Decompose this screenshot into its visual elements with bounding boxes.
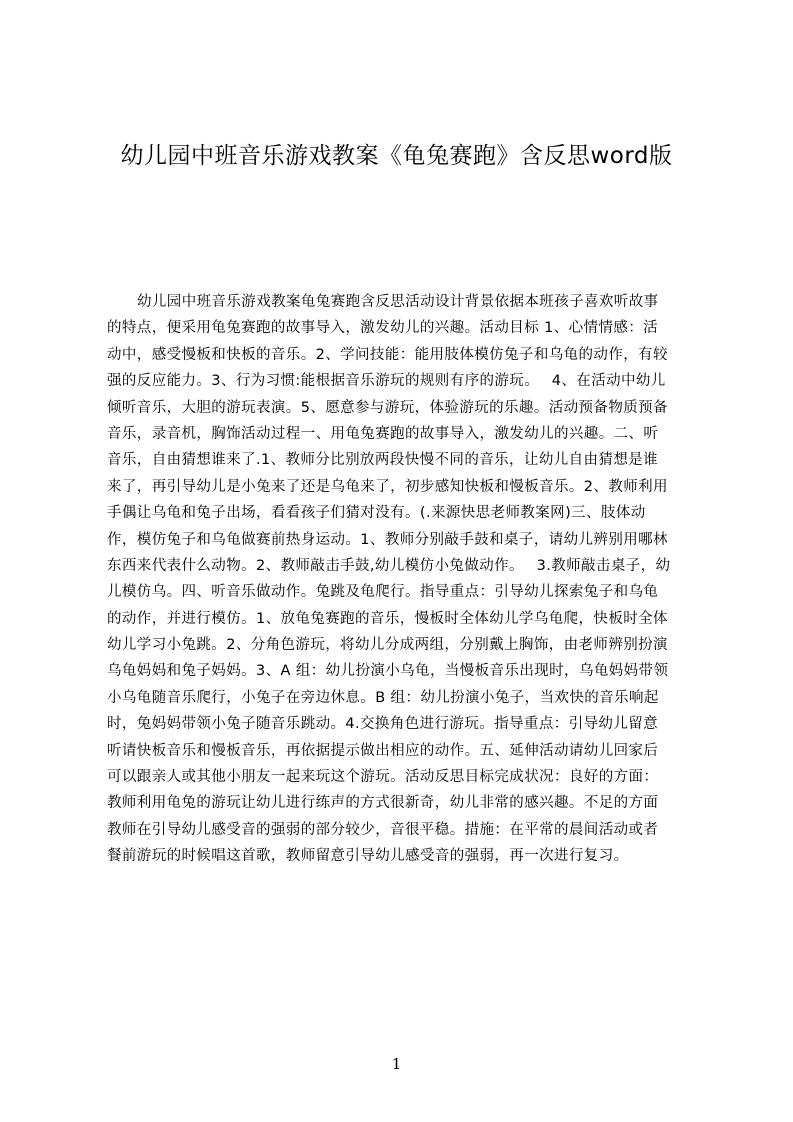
body-line: 儿模仿乌。四、听音乐做动作。兔跳及龟爬行。指导重点：引导幼儿探索兔子和乌龟: [107, 584, 659, 601]
body-line: 教师在引导幼儿感受音的强弱的部分较少，音很平稳。措施：在平常的晨间活动或者: [107, 821, 659, 838]
body-paragraph: [107, 289, 697, 879]
body-line: 幼儿学习小兔跳。2、分角色游玩，将幼儿分成两组，分别戴上胸饰，由老师辨别扮演: [107, 637, 668, 654]
page-number: 1: [391, 1055, 402, 1073]
body-line: 时，兔妈妈带领小兔子随音乐跳动。4.交换角色进行游玩。指导重点：引导幼儿留意: [107, 716, 659, 733]
body-line: 乌龟妈妈和兔子妈妈。3、A 组：幼儿扮演小乌龟，当慢板音乐出现时，乌龟妈妈带领: [107, 663, 669, 680]
body-line: 倾听音乐，大胆的游玩表演。5、愿意参与游玩，体验游玩的乐趣。活动预备物质预备: [107, 399, 668, 416]
body-line: 强的反应能力。3、行为习惯:能根据音乐游玩的规则有序的游玩。 4、在活动中幼儿: [107, 373, 666, 390]
body-line: 的动作，并进行模仿。1、放龟兔赛跑的音乐，慢板时全体幼儿学乌龟爬，快板时全体: [107, 610, 668, 627]
body-line: 的特点，便采用龟兔赛跑的故事导入，激发幼儿的兴趣。活动目标 1、心情情感：活: [107, 320, 659, 337]
body-line: 动中，感受慢板和快板的音乐。2、学问技能：能用肢体模仿兔子和乌龟的动作，有较: [107, 346, 668, 363]
body-line: 餐前游玩的时候唱这首歌，教师留意引导幼儿感受音的强弱，再一次进行复习。: [107, 848, 629, 865]
body-line: 手偶让乌龟和兔子出场，看看孩子们猜对没有。(.来源快思老师教案网)三、肢体动: [107, 505, 646, 522]
body-line: 小乌龟随音乐爬行，小兔子在旁边休息。B 组：幼儿扮演小兔子，当欢快的音乐响起: [107, 689, 659, 706]
body-line: 作，模仿兔子和乌龟做赛前热身运动。1、教师分别敲手鼓和桌子，请幼儿辨别用哪林: [107, 531, 668, 548]
body-line: 音乐，录音机，胸饰活动过程一、用龟兔赛跑的故事导入，激发幼儿的兴趣。二、听: [107, 425, 659, 442]
body-line: 来了，再引导幼儿是小兔来了还是乌龟来了，初步感知快板和慢板音乐。2、教师利用: [107, 478, 668, 495]
body-line: 可以跟亲人或其他小朋友一起来玩这个游玩。活动反思目标完成状况：良好的方面：: [107, 769, 659, 786]
body-line: 幼儿园中班音乐游戏教案龟兔赛跑含反思活动设计背景依据本班孩子喜欢听故事: [137, 294, 659, 310]
body-line: 教师利用龟兔的游玩让幼儿进行练声的方式很新奇，幼儿非常的感兴趣。不足的方面: [107, 795, 659, 812]
document-title: 幼儿园中班音乐游戏教案《龟兔赛跑》含反思word版: [120, 143, 673, 169]
body-line: 听请快板音乐和慢板音乐，再依据提示做出相应的动作。五、延伸活动请幼儿回家后: [107, 742, 659, 759]
body-line: 音乐，自由猜想谁来了.1、教师分比别放两段快慢不同的音乐，让幼儿自由猜想是谁: [107, 452, 659, 469]
body-line: 东西来代表什么动物。2、教师敲击手鼓,幼儿模仿小兔做动作。 3.教师敲击桌子，幼: [107, 557, 671, 574]
